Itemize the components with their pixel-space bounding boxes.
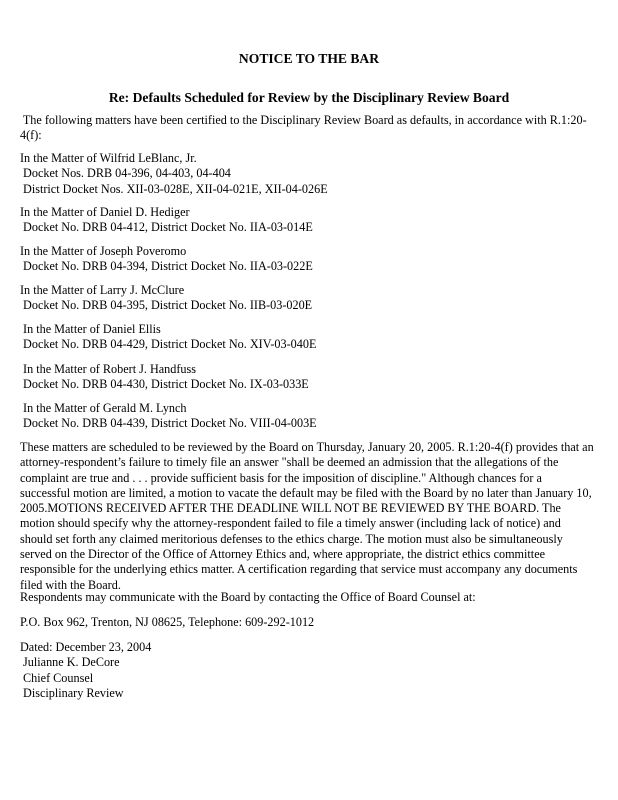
matter-name: In the Matter of Larry J. McClure — [20, 283, 185, 297]
matter-poveromo — [20, 244, 602, 275]
matter-mcclure — [20, 283, 602, 314]
body-line: filed with the Board. — [20, 577, 121, 592]
docket-line: Docket No. DRB 04-394, District Docket No. IIA-03-022E — [20, 259, 313, 274]
docket-line: Docket No. DRB 04-430, District Docket No. IX-03-033E — [20, 377, 309, 392]
body-line: successful motion are limited, a motion to vacate the default may be filed with the Board by no later than January 10, — [20, 485, 592, 500]
intro-line: 4(f): — [20, 128, 42, 143]
contact-paragraph — [20, 590, 602, 605]
matter-handfuss — [20, 362, 602, 393]
address-paragraph — [20, 615, 602, 630]
docket-line: Docket Nos. DRB 04-396, 04-403, 04-404 — [20, 166, 231, 181]
intro-line: The following matters have been certified to the Disciplinary Review Board as defaults, in accordance with R.1:20- — [20, 113, 587, 127]
signature-block — [20, 640, 602, 701]
body-line: attorney-respondent’s failure to timely file an answer "shall be deemed an admission that the allegations of the — [20, 455, 559, 470]
body-paragraph — [20, 440, 602, 593]
matter-name: In the Matter of Daniel D. Hediger — [20, 205, 190, 219]
docket-line: Docket No. DRB 04-395, District Docket No. IIB-03-020E — [20, 298, 313, 313]
docket-line: Docket No. DRB 04-429, District Docket No. XIV-03-040E — [20, 337, 317, 352]
body-line: served on the Director of the Office of Attorney Ethics and, where appropriate, the district ethics committee — [20, 547, 546, 562]
matter-name: In the Matter of Wilfrid LeBlanc, Jr. — [20, 151, 197, 165]
body-line: should set forth any claimed meritorious defenses to the ethics charge. The motion must also be simultaneously — [20, 531, 563, 546]
intro-paragraph — [20, 113, 602, 144]
matter-name: In the Matter of Robert J. Handfuss — [20, 362, 197, 376]
body-line: 2005.MOTIONS RECEIVED AFTER THE DEADLINE WILL NOT BE REVIEWED BY THE BOARD. The — [20, 501, 561, 516]
matter-leblanc — [20, 151, 602, 197]
body-line: complaint are true and . . . provide sufficient basis for the imposition of discipline." Although chances for a — [20, 470, 542, 485]
matter-hediger — [20, 205, 602, 236]
matter-name: In the Matter of Joseph Poveromo — [20, 244, 187, 258]
docket-line: Docket No. DRB 04-412, District Docket No. IIA-03-014E — [20, 220, 313, 235]
signature-title: Chief Counsel — [20, 670, 94, 685]
docket-line: District Docket Nos. XII-03-028E, XII-04-021E, XII-04-026E — [20, 181, 328, 196]
signature-name: Julianne K. DeCore — [20, 655, 120, 670]
address-line: P.O. Box 962, Trenton, NJ 08625, Telephone: 609-292-1012 — [20, 615, 315, 629]
matter-ellis — [20, 322, 602, 353]
notice-title: NOTICE TO THE BAR — [238, 51, 380, 66]
body-line: responsible for the underlying ethics matter. A certification regarding that service must accompany any documents — [20, 562, 578, 577]
body-line: These matters are scheduled to be reviewed by the Board on Thursday, January 20, 2005. R.1:20-4(f) provides that an — [20, 440, 594, 454]
signature-date: Dated: December 23, 2004 — [20, 640, 152, 654]
matter-name: In the Matter of Daniel Ellis — [20, 322, 161, 336]
docket-line: Docket No. DRB 04-439, District Docket No. VIII-04-003E — [20, 416, 317, 431]
matter-name: In the Matter of Gerald M. Lynch — [20, 401, 187, 415]
matter-lynch — [20, 401, 602, 432]
contact-line: Respondents may communicate with the Board by contacting the Office of Board Counsel at: — [20, 590, 476, 604]
notice-subtitle: Re: Defaults Scheduled for Review by the Disciplinary Review Board — [108, 90, 510, 105]
signature-org: Disciplinary Review — [20, 685, 124, 700]
body-line: motion should specify why the attorney-respondent failed to file a timely answer (including lack of notice) and — [20, 516, 561, 531]
